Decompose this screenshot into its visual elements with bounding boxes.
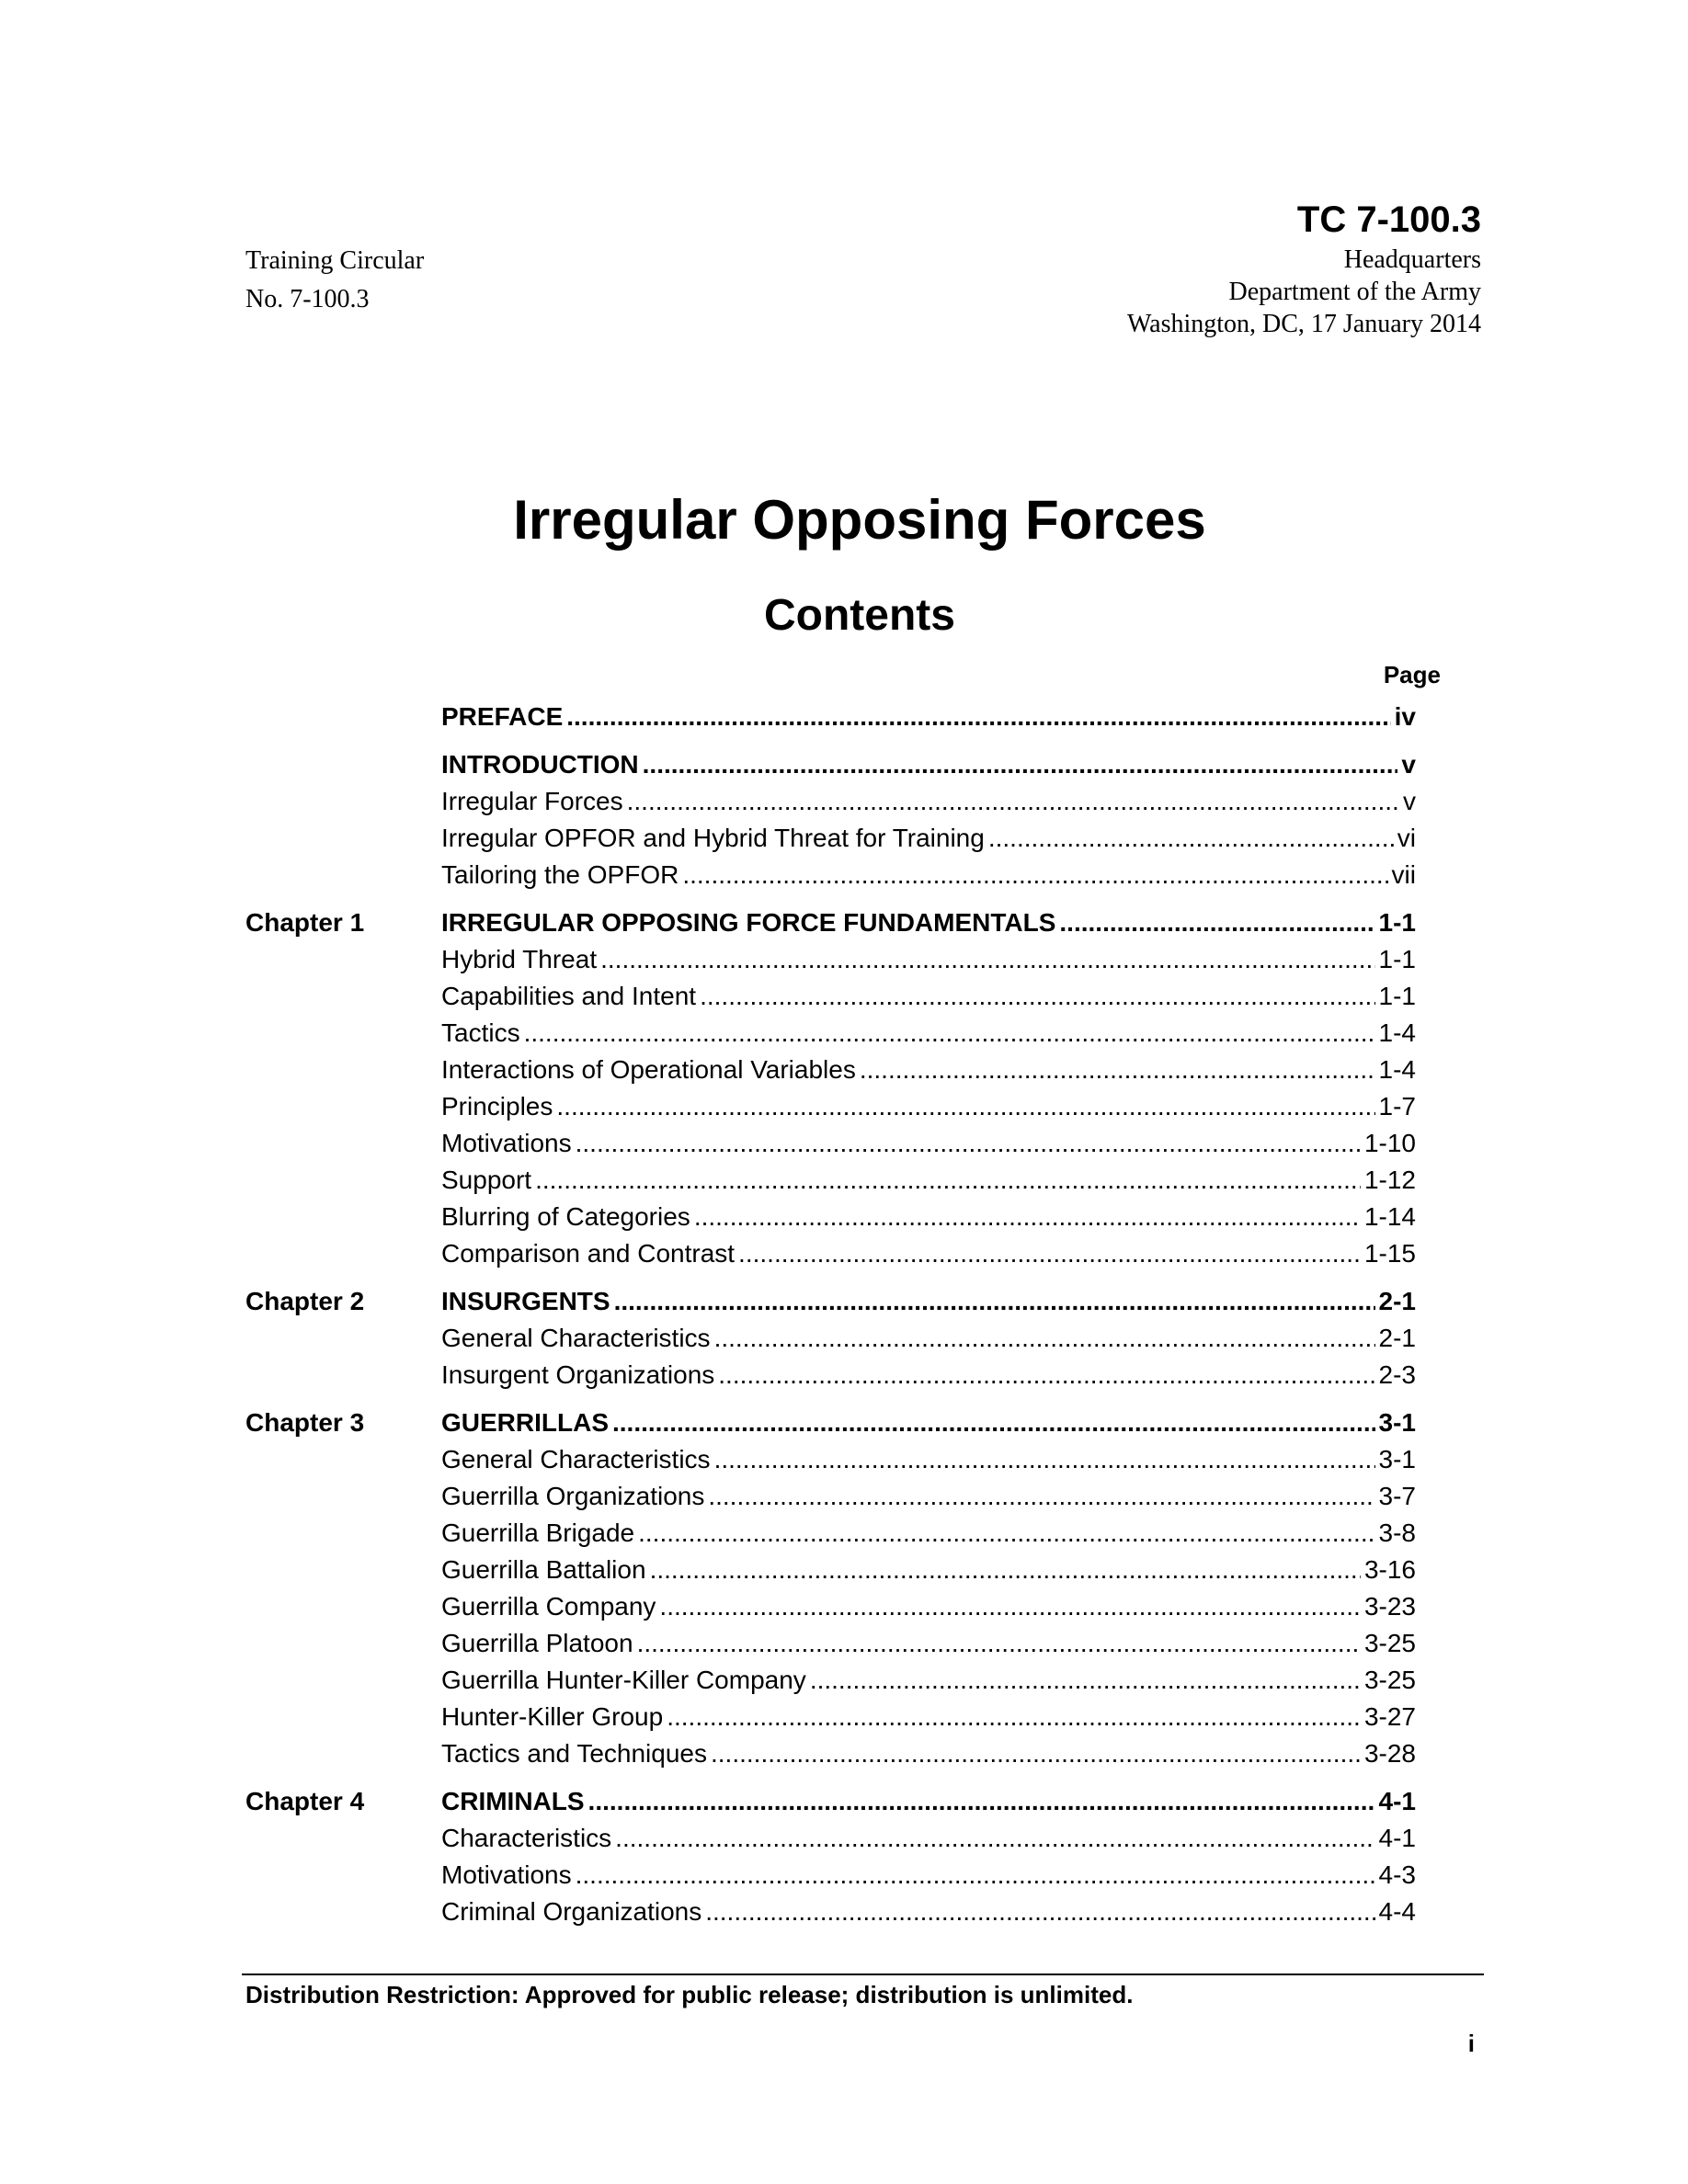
toc-entry-page: 1-15 [1363, 1239, 1416, 1268]
dot-leader [627, 783, 1399, 820]
toc-item[interactable] [441, 820, 1416, 857]
toc-item[interactable] [441, 1515, 1416, 1552]
toc-entry-label: Support [441, 1166, 532, 1194]
toc-entry-label: Guerrilla Brigade [441, 1519, 635, 1547]
toc-entry-page: 4-1 [1378, 1824, 1416, 1852]
toc-item[interactable] [441, 978, 1416, 1015]
toc-entry-label: Insurgent Organizations [441, 1360, 715, 1389]
toc-entry-label: Motivations [441, 1860, 572, 1889]
toc-item[interactable] [441, 1357, 1416, 1393]
toc-entry-page: 1-7 [1378, 1092, 1416, 1120]
toc-entry-page: 1-1 [1378, 908, 1416, 937]
toc-entry-label: Characteristics [441, 1824, 612, 1852]
dot-leader [694, 1199, 1361, 1235]
circular-type: Training Circular [245, 246, 425, 275]
distribution-statement: Distribution Restriction: Approved for public release; distribution is unlimited. [245, 1981, 1134, 2008]
toc-entry-label: General Characteristics [441, 1324, 711, 1352]
toc-entry-label: Hunter-Killer Group [441, 1702, 664, 1731]
toc-item[interactable] [441, 1662, 1416, 1699]
dot-leader [615, 1820, 1374, 1857]
dot-leader [556, 1088, 1374, 1125]
dot-leader [705, 1894, 1374, 1930]
toc-entry-page: 3-25 [1363, 1666, 1416, 1694]
dot-leader [667, 1699, 1361, 1735]
toc-entry-page: v [1403, 787, 1416, 815]
toc-entry-label: Interactions of Operational Variables [441, 1055, 856, 1084]
toc-chapter-heading[interactable] [441, 1783, 1416, 1820]
toc-entry-label: INSURGENTS [441, 1287, 610, 1315]
toc-entry-label: General Characteristics [441, 1445, 711, 1473]
toc-item[interactable] [441, 941, 1416, 978]
chapter-label: Chapter 1 [245, 908, 365, 937]
toc-entry-page: 2-3 [1378, 1360, 1416, 1389]
dot-leader [612, 1405, 1375, 1441]
chapter-label: Chapter 4 [245, 1787, 365, 1815]
toc-entry-page: iv [1394, 702, 1416, 731]
toc-entry-label: Guerrilla Organizations [441, 1482, 705, 1510]
dot-leader [576, 1857, 1375, 1894]
page-column-label: Page [1383, 661, 1441, 688]
circular-number: No. 7-100.3 [245, 285, 370, 313]
dot-leader [988, 820, 1394, 857]
issuing-authority [1127, 196, 1481, 340]
dot-leader [600, 941, 1374, 978]
toc-entry-page: 4-3 [1378, 1860, 1416, 1889]
toc-item[interactable] [441, 857, 1416, 893]
toc-item[interactable] [441, 1478, 1416, 1515]
toc-item[interactable] [441, 1088, 1416, 1125]
toc-entry-page: 3-25 [1363, 1629, 1416, 1657]
toc-entry-page: 3-28 [1363, 1739, 1416, 1768]
toc-item[interactable] [441, 783, 1416, 820]
toc-entry-label: Tactics and Techniques [441, 1739, 707, 1768]
toc-item[interactable] [441, 1052, 1416, 1088]
dot-leader [708, 1478, 1374, 1515]
toc-entry-page: 3-16 [1363, 1555, 1416, 1584]
toc-item[interactable] [441, 1441, 1416, 1478]
toc-item[interactable] [441, 1199, 1416, 1235]
toc-item[interactable] [441, 1235, 1416, 1272]
dot-leader [643, 746, 1398, 783]
dot-leader [638, 1515, 1374, 1552]
toc-entry-label: Blurring of Categories [441, 1202, 690, 1231]
contents-heading: Contents [764, 591, 955, 640]
toc-entry-page: 1-4 [1378, 1018, 1416, 1047]
toc-entry-page: vi [1397, 824, 1416, 852]
toc-entry-page: 3-23 [1363, 1592, 1416, 1621]
toc-entry-label: Criminal Organizations [441, 1897, 702, 1926]
dot-leader [714, 1320, 1375, 1357]
toc-item[interactable] [441, 1588, 1416, 1625]
dot-leader [637, 1625, 1361, 1662]
toc-entry-page: 3-7 [1378, 1482, 1416, 1510]
toc-entry-label: Guerrilla Hunter-Killer Company [441, 1666, 806, 1694]
toc-item[interactable] [441, 1125, 1416, 1162]
toc-entry-label: GUERRILLAS [441, 1408, 609, 1437]
toc-entry-page: 2-1 [1378, 1287, 1416, 1315]
document-title: Irregular Opposing Forces [513, 489, 1206, 551]
toc-item[interactable] [441, 1699, 1416, 1735]
toc-entry-page: 1-1 [1378, 982, 1416, 1010]
org-headquarters: Headquarters [1343, 245, 1481, 274]
toc-introduction[interactable] [441, 746, 1416, 783]
toc-entry-page: 1-10 [1363, 1129, 1416, 1157]
footer-rule [242, 1974, 1484, 1975]
dot-leader [810, 1662, 1361, 1699]
toc-entry-label: Motivations [441, 1129, 572, 1157]
chapter-label: Chapter 3 [245, 1408, 365, 1437]
toc-entry-label: Hybrid Threat [441, 945, 598, 973]
toc-item[interactable] [441, 1857, 1416, 1894]
toc-entry-label: CRIMINALS [441, 1787, 585, 1815]
dot-leader [738, 1235, 1361, 1272]
dot-leader [614, 1283, 1375, 1320]
toc-entry-label: Irregular OPFOR and Hybrid Threat for Training [441, 824, 985, 852]
toc-entry-label: Guerrilla Company [441, 1592, 656, 1621]
toc-entry-page: 3-27 [1363, 1702, 1416, 1731]
toc-chapter-heading[interactable] [441, 1405, 1416, 1441]
dot-leader [714, 1441, 1375, 1478]
toc-item[interactable] [441, 1015, 1416, 1052]
toc-chapter-heading[interactable] [441, 904, 1416, 941]
toc-chapter-heading[interactable] [441, 1283, 1416, 1320]
toc-entry-label: PREFACE [441, 702, 564, 731]
toc-entry-label: Principles [441, 1092, 553, 1120]
dot-leader [535, 1162, 1361, 1199]
toc-item[interactable] [441, 1320, 1416, 1357]
dot-leader [700, 978, 1374, 1015]
dot-leader [524, 1015, 1375, 1052]
toc-entry-label: Capabilities and Intent [441, 982, 697, 1010]
toc-entry-label: Comparison and Contrast [441, 1239, 736, 1268]
dot-leader [566, 699, 1390, 735]
toc-entry-page: 1-1 [1378, 945, 1416, 973]
toc-entry-page: 4-1 [1378, 1787, 1416, 1815]
toc-entry-page: 1-14 [1363, 1202, 1416, 1231]
toc-item[interactable] [441, 1162, 1416, 1199]
toc-entry-label: Tactics [441, 1018, 520, 1047]
toc-entry-page: vii [1391, 860, 1416, 889]
toc-entry-page: 4-4 [1378, 1897, 1416, 1926]
toc-item[interactable] [441, 1552, 1416, 1588]
toc-item[interactable] [441, 1894, 1416, 1930]
toc-entry-page: 1-4 [1378, 1055, 1416, 1084]
toc-item[interactable] [441, 1820, 1416, 1857]
toc-entry-label: INTRODUCTION [441, 750, 639, 779]
toc-entry-label: Guerrilla Battalion [441, 1555, 646, 1584]
dot-leader [650, 1552, 1361, 1588]
org-department: Department of the Army [1228, 278, 1481, 306]
toc-entry-page: 2-1 [1378, 1324, 1416, 1352]
toc-item[interactable] [441, 1735, 1416, 1772]
dot-leader [711, 1735, 1361, 1772]
dot-leader [682, 857, 1387, 893]
toc-entry-page: 3-1 [1378, 1408, 1416, 1437]
dot-leader [588, 1783, 1375, 1820]
dot-leader [576, 1125, 1361, 1162]
org-location-date: Washington, DC, 17 January 2014 [1126, 310, 1481, 338]
toc-entry-page: 3-1 [1378, 1445, 1416, 1473]
toc-entry-page: v [1401, 750, 1416, 779]
document-id: TC 7-100.3 [1296, 199, 1481, 240]
dot-leader [1059, 904, 1374, 941]
dot-leader [860, 1052, 1375, 1088]
dot-leader [718, 1357, 1374, 1393]
dot-leader [659, 1588, 1361, 1625]
toc-entry-label: Guerrilla Platoon [441, 1629, 633, 1657]
toc-entry-page: 1-12 [1363, 1166, 1416, 1194]
toc-entry-label: IRREGULAR OPPOSING FORCE FUNDAMENTALS [441, 908, 1056, 937]
circular-designation [245, 242, 424, 319]
toc-item[interactable] [441, 1625, 1416, 1662]
toc-entry-label: Irregular Forces [441, 787, 623, 815]
toc-entry-page: 3-8 [1378, 1519, 1416, 1547]
page-number: i [1467, 2030, 1475, 2057]
toc-preface[interactable] [441, 699, 1416, 735]
toc-entry-label: Tailoring the OPFOR [441, 860, 679, 889]
chapter-label: Chapter 2 [245, 1287, 365, 1315]
